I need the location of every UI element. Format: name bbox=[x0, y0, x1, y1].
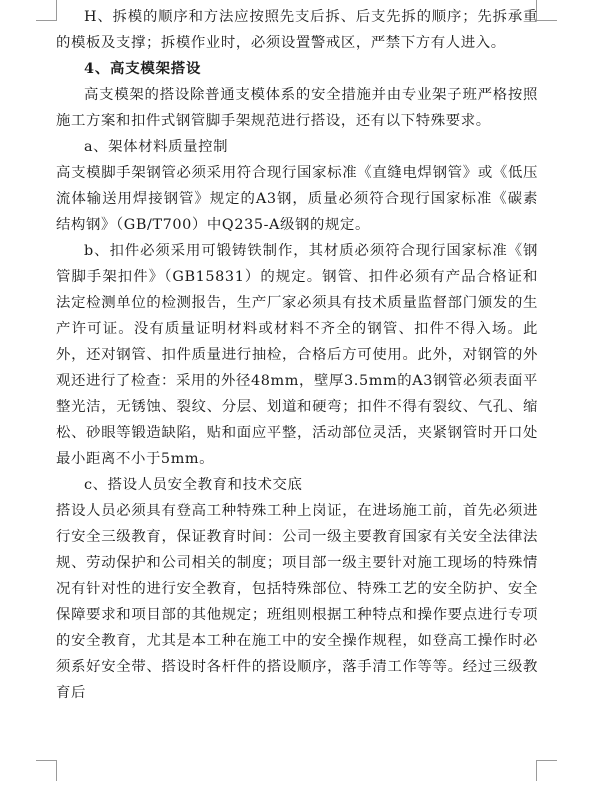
section-heading: 4、高支模架搭设 bbox=[84, 60, 202, 77]
subheading-safety-education: c、搭设人员安全教育和技术交底 bbox=[84, 477, 303, 493]
paragraph-fasteners: b、扣件必须采用可锻铸铁制作，其材质必须符合现行国家标准《钢管脚手架扣件》（GB15831）的规定。钢管、扣件必须有产品合格证和法定检测单位的检测报告，生产厂家必须具有技术质量监督部门颁发的生产许可证。没有质量证明材料或材料不齐全的钢管、扣件不得入场。此外，还对钢管、扣件质量进行抽检，合格后方可使用。此外，对钢管的外观还进行了检查：采用的外径48mm，壁厚3.5mm的A3钢管必须表面平整光洁，无锈蚀、裂纹、分层、划道和硬弯；扣件不得有裂纹、气孔、缩松、砂眼等锻造缺陷，贴和面应平整，活动部位灵活，夹紧钢管时开口处最小距离不小于5mm。 bbox=[56, 243, 538, 467]
paragraph-demolition-order: H、拆模的顺序和方法应按照先支后拆、后支先拆的顺序；先拆承重的模板及支撑；拆模作业时，必须设置警戒区，严禁下方有人进入。 bbox=[56, 9, 538, 51]
crop-mark-top-right bbox=[536, 0, 557, 21]
crop-mark-top-left bbox=[36, 0, 57, 21]
paragraph-steel-pipe: 高支模脚手架钢管必须采用符合现行国家标准《直缝电焊钢管》或《低压流体输送用焊接钢管》规定的A3钢，质量必须符合现行国家标准《碳素结构钢》（GB/T700）中Q235-A级钢的规定。 bbox=[56, 165, 538, 233]
paragraph-safety-education: 搭设人员必须具有登高工种特殊工种上岗证，在进场施工前，首先必须进行安全三级教育，保证教育时间：公司一级主要教育国家有关安全法律法规、劳动保护和公司相关的制度；项目部一级主要针对施工现场的特殊情况有针对性的进行安全教育，包括特殊部位、特殊工艺的安全防护、安全保障要求和项目部的其他规定；班组则根据工种特点和操作要点进行专项的安全教育，尤其是本工种在施工中的安全操作规程，如登高工操作时必须系好安全带、搭设时各杆件的搭设顺序，落手清工作等等。经过三级教育后 bbox=[56, 503, 538, 701]
document-body bbox=[56, 4, 538, 706]
paragraph-intro: 高支模架的搭设除普通支模体系的安全措施并由专业架子班严格按照施工方案和扣件式钢管脚手架规范进行搭设，还有以下特殊要求。 bbox=[56, 87, 538, 129]
crop-mark-bottom-left bbox=[36, 760, 57, 781]
crop-mark-bottom-right bbox=[536, 760, 557, 781]
subheading-material-quality: a、架体材料质量控制 bbox=[84, 139, 229, 155]
